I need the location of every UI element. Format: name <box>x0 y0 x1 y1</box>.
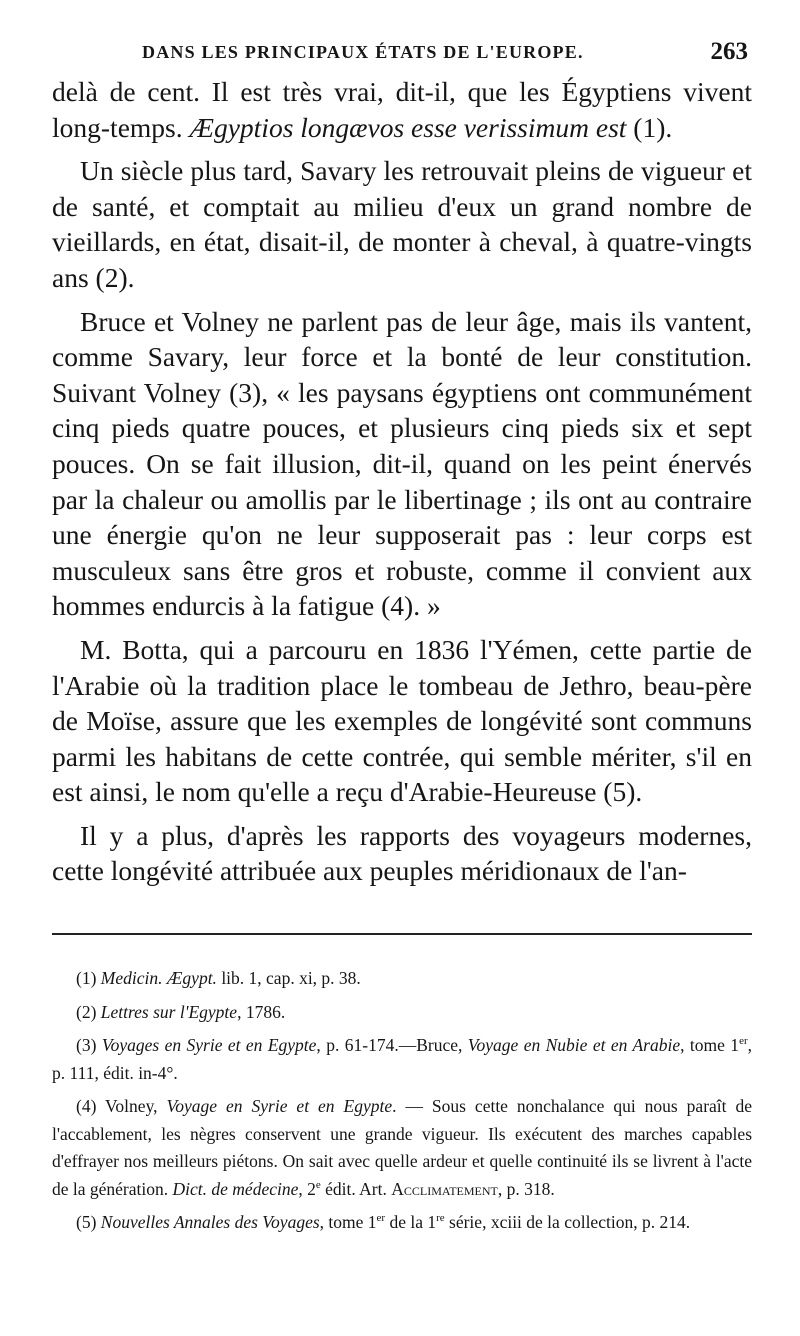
paragraph: Un siècle plus tard, Savary les retrouvait pleins de vigueur et de santé, et comptait au milieu d'eux un grand nombre de vieillards, en état, disait-il, de monter à cheval, à quatre-vingts ans (2). <box>52 155 752 293</box>
footnote-1 <box>52 965 752 993</box>
footnote-number: (5) <box>76 1212 101 1233</box>
paragraph: Il y a plus, d'après les rapports des voyageurs modernes, cette longévité attribuée aux peuples méridionaux de l'an- <box>52 819 752 887</box>
citation-title: Lettres sur l'Egypte <box>100 1001 238 1022</box>
footnote-3 <box>52 1032 752 1087</box>
paragraph-continuation <box>52 74 752 145</box>
footnote-number: (1) <box>76 968 101 989</box>
running-title: DANS LES PRINCIPAUX ÉTATS DE L'EUROPE. <box>142 42 584 62</box>
citation-title: Dict. de médecine <box>172 1178 299 1199</box>
page-header <box>52 34 752 74</box>
book-page <box>52 34 752 1324</box>
footnote-2 <box>52 999 752 1027</box>
citation-title: Medicin. Ægypt. <box>100 968 217 989</box>
footnote-5 <box>52 1209 752 1237</box>
citation-detail: édit. Art. <box>320 1178 392 1199</box>
citation-detail: lib. 1, cap. xi, p. 38. <box>216 968 361 989</box>
footnote-rule <box>52 933 752 935</box>
citation-detail: , 2 <box>298 1178 316 1199</box>
footnotes <box>52 965 752 1237</box>
footnote-number: (3) <box>76 1035 102 1056</box>
paragraph: Bruce et Volney ne parlent pas de leur âge, mais ils vantent, comme Savary, leur force et la bonté de leur constitution. Suivant Volney (3), « les paysans égyptiens ont communément cinq pieds quatre pouces, et plusieurs cinq pieds six et sept pouces. On se fait illusion, dit-il, quand on les peint énervés par la chaleur ou amollis par le libertinage ; ils ont au contraire une énergie qu'on ne leur supposerait pas : leur corps est musculeux sans être gros et robuste, comme il convient aux hommes endurcis à la fatigue (4). » <box>52 305 752 622</box>
page-number: 263 <box>710 38 748 65</box>
citation-detail: , p. 111, édit. in-4°. <box>52 1035 752 1083</box>
paragraph: M. Botta, qui a parcouru en 1836 l'Yémen, cette partie de l'Arabie où la tradition place le tombeau de Jethro, beau-père de Moïse, assure que les exemples de longévité sont communs parmi les habitans de cette contrée, qui semble mériter, s'il en est ainsi, le nom qu'elle a reçu d'Arabie-Heureuse (5). <box>52 633 752 808</box>
superscript: er <box>376 1212 386 1225</box>
citation-title: Voyages en Syrie et en Egypte <box>101 1035 317 1056</box>
citation-detail: , p. 61-174.—Bruce, <box>316 1035 468 1056</box>
paragraph-text: (1). <box>626 111 673 143</box>
citation-detail: , tome 1 <box>319 1212 377 1233</box>
article-name: Acclimatement <box>391 1178 498 1199</box>
citation-title: Voyage en Nubie et en Arabie <box>467 1035 681 1056</box>
citation-title: Nouvelles Annales des Voyages <box>100 1212 320 1233</box>
latin-quote: Ægyptios longævos esse verissimum est <box>189 111 627 143</box>
citation-detail: , tome 1 <box>680 1035 740 1056</box>
superscript: re <box>436 1212 445 1225</box>
citation-detail: , p. 318. <box>497 1178 555 1199</box>
footnote-number: (2) <box>76 1001 101 1022</box>
main-text <box>52 74 752 889</box>
superscript: er <box>739 1035 748 1048</box>
citation-title: Voyage en Syrie et en Egypte <box>166 1096 393 1117</box>
citation-detail: , 1786. <box>237 1001 286 1022</box>
superscript: e <box>315 1178 321 1191</box>
footnote-text: . — Sous cette nonchalance qui nous paraît de l'accablement, les nègres conservent une grande vigueur. Ils exécutent des marches capables d'effrayer nos meilleurs piétons. On sait avec quelle ardeur et quelle continuité ils se livrent à l'acte de la génération. <box>52 1096 753 1199</box>
footnote-number: (4) Volney, <box>76 1096 167 1117</box>
citation-detail: série, xciii de la collection, p. 214. <box>444 1212 691 1233</box>
paragraph-text: delà de cent. Il est très vrai, dit-il, que les Égyptiens vivent long-temps. <box>52 76 752 143</box>
citation-detail: de la 1 <box>385 1212 437 1233</box>
footnote-4 <box>52 1093 752 1203</box>
